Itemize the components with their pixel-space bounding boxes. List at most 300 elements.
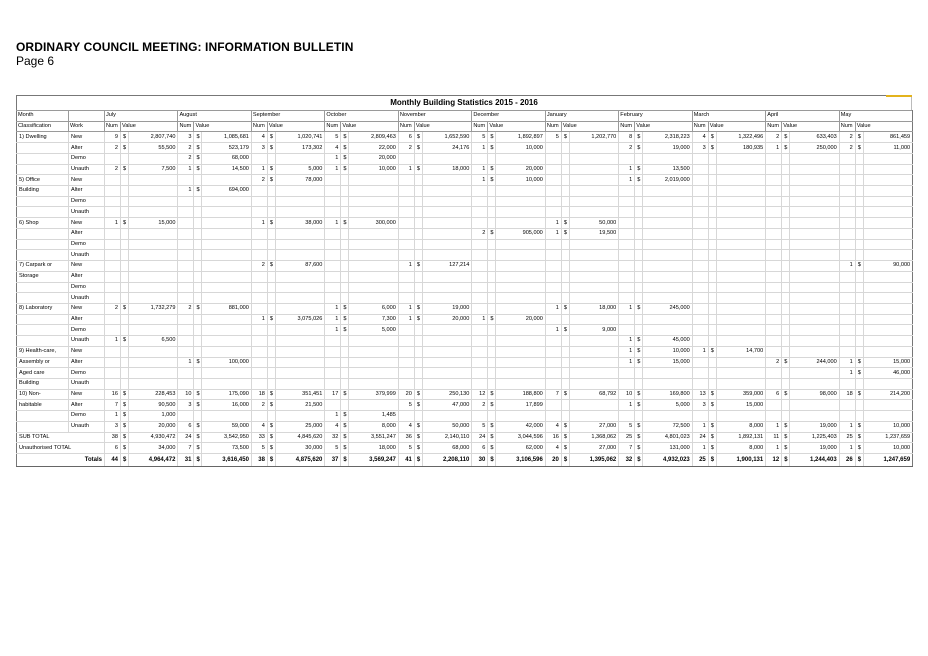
currency-cell bbox=[267, 196, 275, 207]
currency-cell: $ bbox=[414, 132, 422, 143]
num-cell bbox=[325, 368, 341, 379]
num-cell: 36 bbox=[398, 432, 414, 443]
num-cell bbox=[545, 357, 561, 368]
currency-cell: $ bbox=[855, 454, 863, 467]
currency-cell bbox=[855, 175, 863, 186]
currency-cell bbox=[341, 282, 349, 293]
unauthorised-total-label: Unauthorised TOTAL bbox=[17, 443, 105, 454]
num-cell bbox=[692, 239, 708, 250]
value-cell bbox=[863, 164, 912, 175]
num-cell: 5 bbox=[398, 443, 414, 454]
value-cell bbox=[716, 271, 765, 282]
currency-cell: $ bbox=[488, 400, 496, 411]
month-header-april: April bbox=[766, 111, 839, 122]
value-cell: 3,569,247 bbox=[349, 454, 398, 467]
value-cell bbox=[643, 293, 692, 304]
currency-cell bbox=[561, 239, 569, 250]
value-cell: 4,845,620 bbox=[275, 432, 324, 443]
classification-cell bbox=[17, 336, 69, 347]
num-cell: 12 bbox=[472, 389, 488, 400]
num-cell bbox=[692, 282, 708, 293]
value-cell bbox=[275, 153, 324, 164]
num-cell bbox=[766, 325, 782, 336]
value-cell bbox=[202, 261, 251, 272]
num-cell: 2 bbox=[105, 164, 121, 175]
table-row bbox=[17, 368, 913, 379]
value-cell bbox=[422, 336, 471, 347]
num-cell: 32 bbox=[619, 454, 635, 467]
num-cell bbox=[472, 378, 488, 389]
currency-cell bbox=[341, 239, 349, 250]
currency-cell bbox=[855, 218, 863, 229]
value-cell bbox=[716, 325, 765, 336]
currency-cell: $ bbox=[635, 175, 643, 186]
currency-cell bbox=[488, 186, 496, 197]
currency-cell bbox=[708, 271, 716, 282]
value-cell bbox=[202, 293, 251, 304]
currency-cell: $ bbox=[708, 143, 716, 154]
num-cell bbox=[619, 228, 635, 239]
num-cell bbox=[251, 153, 267, 164]
value-cell: 10,000 bbox=[643, 346, 692, 357]
num-cell: 1 bbox=[472, 175, 488, 186]
work-cell: Alter bbox=[69, 143, 105, 154]
value-cell bbox=[202, 271, 251, 282]
num-cell: 1 bbox=[178, 164, 194, 175]
value-cell: 10,000 bbox=[863, 443, 912, 454]
classification-cell bbox=[17, 250, 69, 261]
table-row bbox=[17, 303, 913, 314]
currency-cell: $ bbox=[121, 218, 129, 229]
currency-cell bbox=[341, 378, 349, 389]
value-cell bbox=[716, 282, 765, 293]
currency-cell: $ bbox=[708, 421, 716, 432]
num-cell: 18 bbox=[251, 389, 267, 400]
value-cell bbox=[569, 411, 618, 422]
value-cell bbox=[496, 250, 545, 261]
currency-cell bbox=[194, 368, 202, 379]
value-cell bbox=[863, 218, 912, 229]
currency-cell bbox=[708, 250, 716, 261]
currency-cell: $ bbox=[561, 228, 569, 239]
num-cell: 5 bbox=[472, 421, 488, 432]
num-cell bbox=[619, 293, 635, 304]
currency-cell bbox=[267, 368, 275, 379]
num-cell bbox=[472, 271, 488, 282]
currency-cell bbox=[414, 368, 422, 379]
value-cell bbox=[716, 293, 765, 304]
currency-cell: $ bbox=[414, 432, 422, 443]
currency-cell bbox=[341, 346, 349, 357]
value-cell: 90,500 bbox=[129, 400, 178, 411]
num-header: Num bbox=[472, 121, 488, 132]
currency-cell bbox=[414, 357, 422, 368]
currency-cell: $ bbox=[121, 143, 129, 154]
value-cell bbox=[275, 282, 324, 293]
currency-cell bbox=[635, 207, 643, 218]
value-cell: 1,732,279 bbox=[129, 303, 178, 314]
value-cell bbox=[790, 314, 839, 325]
num-cell: 1 bbox=[472, 314, 488, 325]
currency-cell: $ bbox=[341, 164, 349, 175]
num-cell bbox=[398, 282, 414, 293]
currency-cell bbox=[855, 411, 863, 422]
num-cell: 16 bbox=[545, 432, 561, 443]
num-cell bbox=[839, 325, 855, 336]
num-cell bbox=[472, 153, 488, 164]
classification-cell: 5) Office bbox=[17, 175, 69, 186]
currency-cell: $ bbox=[708, 346, 716, 357]
value-cell bbox=[863, 196, 912, 207]
totals-row bbox=[17, 454, 913, 467]
currency-cell bbox=[782, 186, 790, 197]
currency-cell bbox=[635, 153, 643, 164]
currency-cell bbox=[782, 196, 790, 207]
num-cell bbox=[472, 196, 488, 207]
currency-cell bbox=[194, 282, 202, 293]
currency-cell: $ bbox=[635, 400, 643, 411]
value-cell bbox=[275, 228, 324, 239]
value-header: Value bbox=[414, 121, 471, 132]
value-cell bbox=[863, 207, 912, 218]
num-cell: 1 bbox=[619, 303, 635, 314]
currency-cell bbox=[267, 153, 275, 164]
currency-cell bbox=[194, 261, 202, 272]
currency-cell bbox=[121, 357, 129, 368]
value-cell bbox=[202, 346, 251, 357]
num-cell: 1 bbox=[178, 186, 194, 197]
value-cell bbox=[349, 293, 398, 304]
currency-cell bbox=[194, 175, 202, 186]
num-cell: 6 bbox=[398, 132, 414, 143]
num-header: Num bbox=[105, 121, 121, 132]
currency-cell: $ bbox=[635, 389, 643, 400]
value-cell: 1,000 bbox=[129, 411, 178, 422]
num-cell: 4 bbox=[692, 132, 708, 143]
num-cell: 1 bbox=[325, 325, 341, 336]
value-cell bbox=[202, 378, 251, 389]
num-cell: 4 bbox=[545, 421, 561, 432]
num-cell: 8 bbox=[619, 132, 635, 143]
value-cell bbox=[202, 368, 251, 379]
value-cell: 19,500 bbox=[569, 228, 618, 239]
currency-cell bbox=[267, 336, 275, 347]
work-cell: New bbox=[69, 389, 105, 400]
currency-cell: $ bbox=[488, 454, 496, 467]
num-cell: 1 bbox=[251, 164, 267, 175]
value-cell: 1,202,770 bbox=[569, 132, 618, 143]
num-cell: 1 bbox=[619, 346, 635, 357]
value-cell bbox=[716, 186, 765, 197]
value-cell bbox=[129, 250, 178, 261]
value-cell bbox=[349, 261, 398, 272]
value-cell: 1,900,131 bbox=[716, 454, 765, 467]
num-cell bbox=[839, 207, 855, 218]
month-header-row bbox=[17, 111, 913, 122]
page-number: Page 6 bbox=[16, 54, 55, 68]
num-cell: 5 bbox=[619, 421, 635, 432]
num-cell bbox=[398, 196, 414, 207]
currency-cell: $ bbox=[488, 132, 496, 143]
num-cell: 1 bbox=[545, 325, 561, 336]
value-cell bbox=[643, 378, 692, 389]
work-cell: New bbox=[69, 261, 105, 272]
num-header: Num bbox=[692, 121, 708, 132]
currency-cell bbox=[635, 282, 643, 293]
classification-cell bbox=[17, 239, 69, 250]
value-cell bbox=[790, 186, 839, 197]
classification-cell: habitable bbox=[17, 400, 69, 411]
currency-cell: $ bbox=[635, 357, 643, 368]
value-cell bbox=[129, 261, 178, 272]
currency-cell: $ bbox=[414, 454, 422, 467]
currency-cell: $ bbox=[561, 325, 569, 336]
currency-cell: $ bbox=[121, 443, 129, 454]
num-cell bbox=[839, 400, 855, 411]
num-cell bbox=[545, 175, 561, 186]
num-cell bbox=[766, 346, 782, 357]
value-cell: 38,000 bbox=[275, 218, 324, 229]
num-cell bbox=[178, 293, 194, 304]
table-body bbox=[17, 111, 913, 467]
value-cell bbox=[716, 378, 765, 389]
value-cell bbox=[496, 239, 545, 250]
num-cell bbox=[472, 303, 488, 314]
value-cell: 22,000 bbox=[349, 143, 398, 154]
currency-cell bbox=[635, 271, 643, 282]
currency-cell: $ bbox=[267, 175, 275, 186]
num-cell bbox=[692, 250, 708, 261]
num-cell bbox=[472, 186, 488, 197]
num-cell bbox=[105, 261, 121, 272]
value-cell: 250,000 bbox=[790, 143, 839, 154]
num-cell bbox=[839, 378, 855, 389]
num-cell: 17 bbox=[325, 389, 341, 400]
value-cell bbox=[790, 271, 839, 282]
num-cell bbox=[398, 228, 414, 239]
currency-cell bbox=[267, 282, 275, 293]
num-cell: 1 bbox=[619, 357, 635, 368]
value-cell bbox=[349, 207, 398, 218]
currency-cell bbox=[194, 218, 202, 229]
num-cell bbox=[325, 250, 341, 261]
currency-cell bbox=[708, 314, 716, 325]
value-cell bbox=[349, 271, 398, 282]
value-cell: 19,000 bbox=[790, 421, 839, 432]
num-cell: 2 bbox=[178, 143, 194, 154]
currency-cell: $ bbox=[782, 432, 790, 443]
currency-cell bbox=[561, 282, 569, 293]
num-cell: 24 bbox=[472, 432, 488, 443]
currency-cell bbox=[267, 357, 275, 368]
num-cell: 2 bbox=[766, 132, 782, 143]
currency-cell bbox=[782, 411, 790, 422]
classification-cell bbox=[17, 196, 69, 207]
table-row bbox=[17, 250, 913, 261]
month-header-march: March bbox=[692, 111, 765, 122]
num-cell: 1 bbox=[619, 400, 635, 411]
classification-cell: Building bbox=[17, 378, 69, 389]
value-cell bbox=[863, 153, 912, 164]
value-header: Value bbox=[708, 121, 765, 132]
value-cell: 3,075,026 bbox=[275, 314, 324, 325]
num-cell bbox=[545, 153, 561, 164]
num-cell bbox=[398, 357, 414, 368]
value-cell: 68,792 bbox=[569, 389, 618, 400]
value-cell bbox=[349, 368, 398, 379]
value-cell bbox=[496, 346, 545, 357]
value-cell: 1,225,403 bbox=[790, 432, 839, 443]
work-cell: Unauth bbox=[69, 378, 105, 389]
currency-cell: $ bbox=[855, 421, 863, 432]
num-cell bbox=[839, 218, 855, 229]
num-cell bbox=[619, 378, 635, 389]
currency-cell bbox=[121, 271, 129, 282]
value-cell bbox=[569, 400, 618, 411]
currency-cell bbox=[782, 153, 790, 164]
currency-cell: $ bbox=[267, 432, 275, 443]
totals-label: Totals bbox=[17, 454, 105, 467]
num-cell bbox=[545, 186, 561, 197]
work-cell: Demo bbox=[69, 153, 105, 164]
num-cell bbox=[692, 207, 708, 218]
currency-cell: $ bbox=[708, 400, 716, 411]
value-cell bbox=[349, 357, 398, 368]
value-cell: 1,237,659 bbox=[863, 432, 912, 443]
table-row bbox=[17, 346, 913, 357]
value-cell bbox=[569, 271, 618, 282]
currency-cell: $ bbox=[194, 132, 202, 143]
currency-cell bbox=[414, 411, 422, 422]
value-cell bbox=[569, 357, 618, 368]
value-cell: 173,302 bbox=[275, 143, 324, 154]
num-cell bbox=[398, 218, 414, 229]
num-cell bbox=[472, 282, 488, 293]
month-header-october: October bbox=[325, 111, 398, 122]
currency-cell bbox=[635, 186, 643, 197]
currency-cell: $ bbox=[267, 421, 275, 432]
num-cell bbox=[839, 175, 855, 186]
num-cell bbox=[839, 411, 855, 422]
num-cell: 1 bbox=[105, 218, 121, 229]
num-cell bbox=[251, 346, 267, 357]
num-cell: 1 bbox=[398, 303, 414, 314]
value-cell bbox=[349, 196, 398, 207]
value-cell: 98,000 bbox=[790, 389, 839, 400]
num-cell: 1 bbox=[325, 303, 341, 314]
num-cell bbox=[105, 207, 121, 218]
currency-cell bbox=[488, 303, 496, 314]
num-cell: 1 bbox=[325, 411, 341, 422]
value-cell: 87,600 bbox=[275, 261, 324, 272]
num-cell bbox=[105, 368, 121, 379]
currency-cell bbox=[341, 250, 349, 261]
num-cell: 6 bbox=[766, 389, 782, 400]
num-cell: 20 bbox=[545, 454, 561, 467]
currency-cell bbox=[635, 218, 643, 229]
currency-cell bbox=[267, 228, 275, 239]
num-cell bbox=[545, 239, 561, 250]
value-cell bbox=[863, 250, 912, 261]
currency-cell: $ bbox=[635, 432, 643, 443]
value-cell bbox=[275, 325, 324, 336]
currency-cell bbox=[414, 218, 422, 229]
value-cell bbox=[716, 411, 765, 422]
num-cell bbox=[178, 228, 194, 239]
num-cell bbox=[545, 411, 561, 422]
num-cell bbox=[545, 314, 561, 325]
currency-cell bbox=[855, 271, 863, 282]
num-cell bbox=[325, 336, 341, 347]
work-cell: Demo bbox=[69, 325, 105, 336]
currency-cell bbox=[267, 239, 275, 250]
value-cell: 10,000 bbox=[496, 143, 545, 154]
currency-cell bbox=[121, 314, 129, 325]
value-cell bbox=[496, 261, 545, 272]
value-header: Value bbox=[121, 121, 178, 132]
num-cell bbox=[692, 261, 708, 272]
value-cell: 1,020,741 bbox=[275, 132, 324, 143]
num-cell bbox=[692, 271, 708, 282]
currency-cell: $ bbox=[782, 132, 790, 143]
num-cell bbox=[545, 261, 561, 272]
value-cell: 3,044,596 bbox=[496, 432, 545, 443]
num-cell bbox=[251, 336, 267, 347]
table-row bbox=[17, 378, 913, 389]
num-cell bbox=[251, 293, 267, 304]
value-cell bbox=[275, 207, 324, 218]
num-cell bbox=[766, 378, 782, 389]
currency-cell: $ bbox=[635, 454, 643, 467]
value-cell: 1,322,496 bbox=[716, 132, 765, 143]
value-cell bbox=[569, 207, 618, 218]
value-cell bbox=[643, 282, 692, 293]
currency-cell bbox=[267, 271, 275, 282]
value-cell: 3,551,247 bbox=[349, 432, 398, 443]
value-cell bbox=[863, 186, 912, 197]
table-row bbox=[17, 218, 913, 229]
currency-cell bbox=[121, 175, 129, 186]
value-cell: 4,932,023 bbox=[643, 454, 692, 467]
num-cell bbox=[766, 239, 782, 250]
num-cell: 41 bbox=[398, 454, 414, 467]
currency-cell bbox=[782, 314, 790, 325]
currency-cell: $ bbox=[267, 314, 275, 325]
currency-cell bbox=[267, 378, 275, 389]
value-cell bbox=[129, 357, 178, 368]
currency-cell bbox=[561, 143, 569, 154]
value-header: Value bbox=[267, 121, 324, 132]
table-row bbox=[17, 132, 913, 143]
num-cell: 2 bbox=[766, 357, 782, 368]
num-cell: 25 bbox=[692, 454, 708, 467]
currency-cell: $ bbox=[267, 400, 275, 411]
value-cell: 694,000 bbox=[202, 186, 251, 197]
currency-cell bbox=[561, 336, 569, 347]
currency-cell bbox=[855, 207, 863, 218]
value-cell bbox=[349, 282, 398, 293]
num-cell bbox=[692, 293, 708, 304]
num-cell bbox=[766, 303, 782, 314]
currency-cell: $ bbox=[561, 421, 569, 432]
currency-cell bbox=[635, 325, 643, 336]
currency-cell bbox=[708, 207, 716, 218]
currency-cell bbox=[414, 378, 422, 389]
month-header-january: January bbox=[545, 111, 618, 122]
currency-cell bbox=[635, 411, 643, 422]
currency-cell bbox=[708, 325, 716, 336]
table-row bbox=[17, 271, 913, 282]
